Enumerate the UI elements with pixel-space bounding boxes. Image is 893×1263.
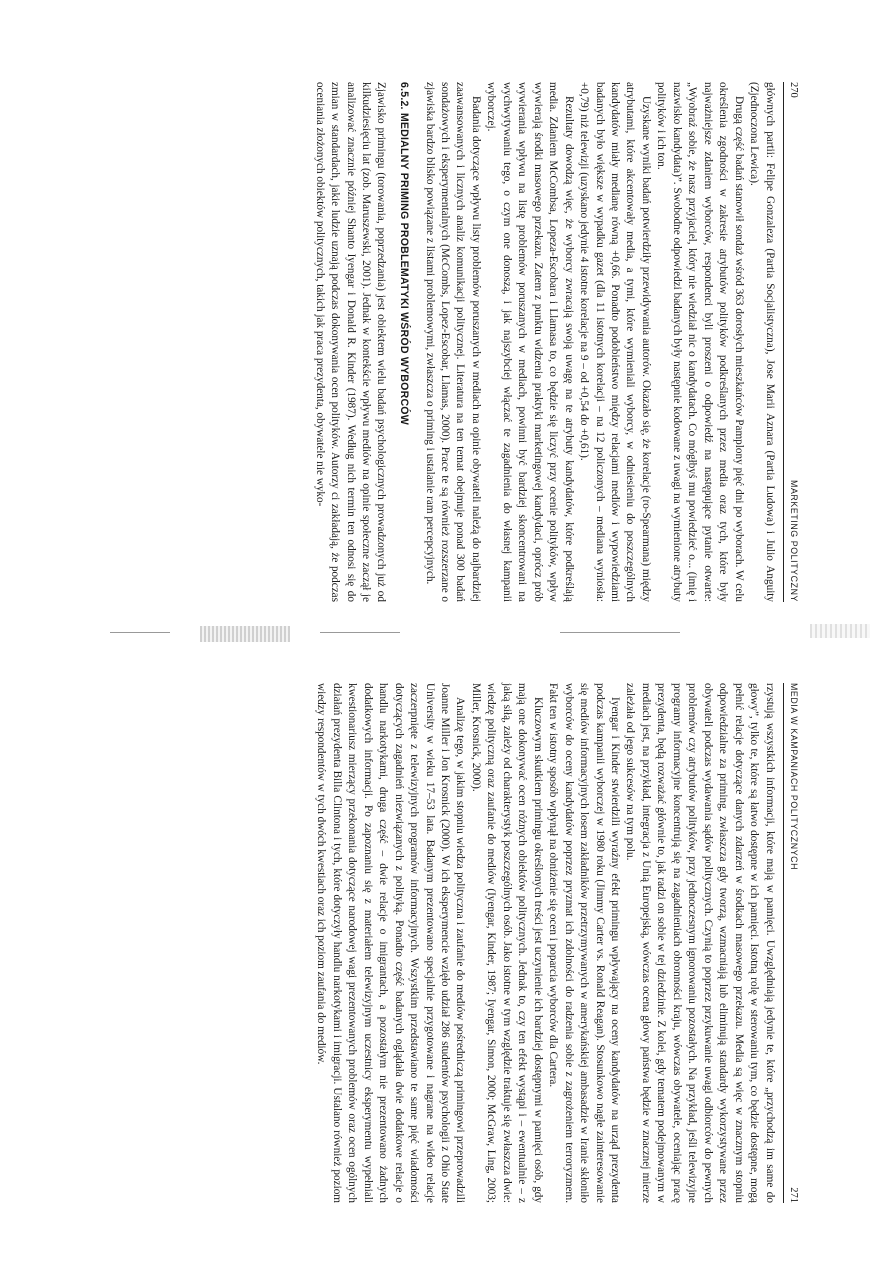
- left-paragraph: Rezultaty dowodzą więc, że wyborcy zwracają swoją uwagę na te atrybuty kandydatów, które podkreślają media. Zdaniem McCombsa, Lopeza-Escobara i Llamasa to, co będzie się liczyć przy ocenie polityków, wpływ wywierają środki masowego przekazu. Zatem z punktu widzenia praktyki marketingowej kandydaci, oprócz prób wywierania wpływu na listę problemów poruszanych w mediach, powinni być bardziej skoncentrowani na wychwytywaniu tego, o czym one donoszą, i jak najszybciej włączać te zagadnienia do własnej kampanii wyborczej.: [485, 82, 575, 602]
- left-page: [100, 82, 800, 602]
- left-page-number: 270: [788, 82, 799, 98]
- scan-artifact: [810, 624, 870, 638]
- right-paragraph: Iyengar i Kinder stwierdzili wyraźny efekt primingu wpływający na oceny kandydatów na urząd prezydenta podczas kampanii wyborczej w 1980 roku (Jimmy Carter vs. Ronald Reagan). Stosunkowo nagłe zainteresowanie się mediów informacyjnych losem zakładników przetrzymywanych w amerykańskiej ambasadzie w Iranie skłoniło wyborców do oceny kandydatów poprzez pryzmat ich zdolności do radzenia sobie z zagrożeniem terroryzmem. Fakt ten w istotny sposób wpłynął na obniżenie się ocen i poparcia wyborców dla Cartera.: [547, 683, 621, 1203]
- right-paragraph: Analizę tego, w jakim stopniu wiedza polityczna i zaufanie do mediów pośredniczą primingowi przeprowadzili Joanne Miller i Jon Krosnick (2000). W ich eksperymencie wzięło udział 286 studentów psychologii z Ohio State University w wieku 17–53 lata. Badanym prezentowano specjalnie przygotowane i nagrane na wideo relacje zaczerpnięte z telewizyjnych programów informacyjnych. Wszystkim przedstawiano te same pięć wiadomości dotyczących zagadnień niezwiązanych z polityką. Ponadto część badanych oglądała dwie dodatkowe relacje o handlu narkotykami, druga część – dwie relacje o imigrantach, a pozostałym nie prezentowano żadnych dodatkowych informacji. Po zapoznaniu się z materiałem telewizyjnym uczestnicy eksperymentu wypełniali kwestionariusz mierzący przekonania dotyczące narodowej wagi prezentowanych problemów oraz ocen ogólnych działań prezydenta Billa Clintona i tych, które dotyczyły handlu narkotykami i imigracji. Ustalano również poziom wiedzy respondentów w tych dwóch kwestiach oraz ich poziom zaufania do mediów.: [315, 683, 467, 1203]
- right-running-head-title: MEDIA W KAMPANIACH POLITYCZNYCH: [789, 683, 799, 871]
- left-paragraph: Uzyskane wyniki badań potwierdziły przewidywania autorów. Okazało się, że korelacje (ro-Spearmana) między atrybutami, które akcentowały media, a tymi, które wymieniali wyborcy, w odniesieniu do poszczególnych kandydatów miały medianę równą +0,66. Ponadto podobieństwo między relacjami mediów i wypowiedziami badanych było większe w wypadku gazet (dla 11 istotnych korelacji – na 12 policzonych – mediana wyniosła: +0,79) niż telewizji (uzyskano jedynie 4 istotne korelacje na 9 – od +0,54 do +0,61).: [578, 82, 652, 602]
- scan-artifact: [320, 632, 400, 633]
- right-paragraph: Kluczowym skutkiem primingu określonych treści jest uczynienie ich bardziej dostępnymi w pamięci osób, gdy mają one dokonywać ocen różnych obiektów politycznych. Jednak to, czy ten efekt wystąpi i – ewentualnie – z jaką siłą, zależy od charakterystyk poszczególnych osób. Jako istotne w tym względzie traktuje się zwłaszcza dwie: wiedzę polityczną oraz zaufanie do mediów (Iyengar, Kinder, 1987; Iyengar, Simon, 2000; McGraw, Ling, 2003; Miller, Krosnick, 2000).: [469, 683, 544, 1203]
- left-running-head: [783, 82, 800, 602]
- left-running-head-title: MARKETING POLITYCZNY: [789, 480, 799, 602]
- right-running-head: [783, 683, 800, 1203]
- page-gutter: [0, 618, 893, 648]
- left-paragraph: Badania dotyczące wpływu listy problemów poruszanych w mediach na opinie obywateli należą do najbardziej zaawansowanych i licznych analiz komunikacji politycznej. Literatura na ten temat obejmuje ponad 300 badań sondażowych i eksperymentalnych (McCombs, Lopez-Escobar, Llamas, 2000). Prace te są również rozszerzane o zjawiska bardzo blisko powiązane z listami problemowymi, zwłaszcza o priming i ustalanie ram percepcyjnych.: [423, 82, 482, 602]
- section-paragraph: Zjawisko primingu (torowania, poprzedzania) jest obiektem wielu badań psychologicznych prowadzonych już od kilkudziesięciu lat (zob. Maruszewski, 2001). Jednak w kontekście wpływu mediów na opinie społeczne zaczął je analizować znacznie później Shanto Iyengar i Donald R. Kinder (1987). Według nich termin ten odnosi się do zmian w standardach, jakie ludzie uznają podczas dokonywania ocen polityków. Autorzy ci zakładają, że podczas oceniania złożonych obiektów politycznych, takich jak praca prezydenta, obywatele nie wyko-: [313, 82, 388, 602]
- section-heading: 6.5.2. MEDIALNY PRIMING PROBLEMATYKI WŚRÓD WYBORCÓW: [398, 82, 411, 425]
- right-paragraph: rzystują wszystkich informacji, które mają w pamięci. Uwzględniają jedynie te, które „przychodzą im same do głowy”, tylko te, które są łatwo dostępne w ich pamięci. Istotną rolę w sterowaniu tym, co będzie dostępne, mogą pełnić relacje dotyczące danych zdarzeń w środkach masowego przekazu. Media są więc w znacznym stopniu odpowiedzialne za priming, zwłaszcza gdy tworzą, wzmacniają lub eliminują standardy wykorzystywane przez obywateli podczas wydawania sądów politycznych. Czynią to poprzez przykuwanie uwagi odbiorców do pewnych problemów czy atrybutów polityków, przy jednoczesnym ignorowaniu pozostałych. Na przykład, jeśli telewizyjne programy informacyjne koncentrują się na zagadnieniach obronności kraju, wówczas obywatele, oceniając pracę prezydenta, będą rozważać głównie to, jak radzi on sobie w tej dziedzinie. Z kolei, gdy tematem podejmowanym w mediach jest, na przykład, integracja z Unią Europejską, wówczas ocena głowy państwa będzie w znacznej mierze zależała od jego sukcesów na tym polu.: [624, 683, 776, 1203]
- scan-artifact: [110, 632, 170, 633]
- left-paragraph: głównych partii: Felipe Gonzaleza (Partia Socjalistyczna), Jose Marii Aznara (Partia Ludowa) i Julio Anguity (Zjednoczona Lewica).: [748, 82, 776, 602]
- scan-artifact: [200, 626, 290, 642]
- scan-artifact: [560, 632, 680, 633]
- left-paragraph: Drugą część badań stanowił sondaż wśród 363 dorosłych mieszkańców Pamplony pięć dni po wyborach. W celu określenia zgodności w zakresie atrybutów polityków podkreślanych przez media oraz tych, które były najważniejsze zdaniem wyborców, respondenci byli proszeni o odpowiedź na następujące pytanie otwarte: „Wyobraź sobie, że nasz przyjaciel, który nie wiedział nic o kandydatach. Co mógłbyś mu powiedzieć o... (imię i nazwisko kandydata)”. Swobodne odpowiedzi badanych były następnie kodowane z uwagi na wymienione atrybuty polityków i ich ton.: [655, 82, 745, 602]
- right-page: [100, 683, 800, 1203]
- right-page-number: 271: [788, 1187, 799, 1203]
